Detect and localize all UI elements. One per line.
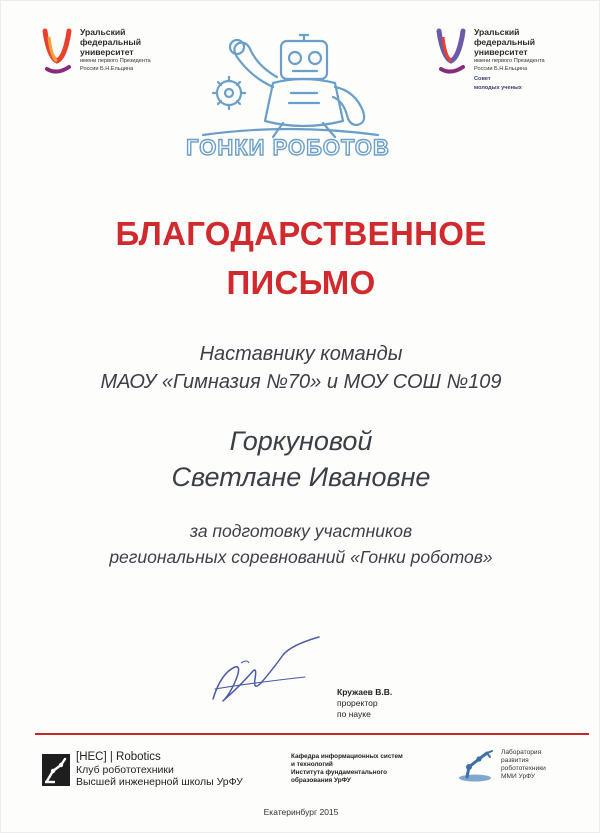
urfu-name-line: федеральный <box>80 37 142 47</box>
lab-line: робототехники <box>501 765 546 772</box>
reason-block <box>1 518 600 570</box>
urfu-u-icon <box>39 27 75 77</box>
hec-title: [HEC] | Robotics <box>76 751 161 763</box>
recipient-line: МАОУ «Гимназия №70» и МОУ СОШ №109 <box>100 371 502 393</box>
signer-name: Кружаев В.В. <box>337 687 393 697</box>
robot-race-logo-icon <box>173 31 403 161</box>
urfu-logo-right <box>433 27 545 92</box>
awardee-name <box>1 423 600 495</box>
letter-title <box>1 209 600 307</box>
urfu-sub-line: России Б.Н.Ельцина <box>80 65 134 72</box>
urfu-sub-line: имени первого Президента <box>474 58 545 64</box>
department-line: образования УрФУ <box>291 777 351 784</box>
handwritten-signature-icon <box>201 633 331 713</box>
lab-line: развития <box>501 757 529 764</box>
urfu-sub-line: России Б.Н.Ельцина <box>474 65 528 72</box>
department-line: Института фундаментального <box>291 769 388 776</box>
hec-robotics-logo <box>41 751 243 789</box>
hec-line: Клуб робототехники <box>76 763 174 776</box>
young-scientists-line: Совет <box>474 75 491 82</box>
department-line: Кафедра информационных систем <box>291 753 403 760</box>
lab-line: ММИ УрФУ <box>501 773 536 780</box>
title-line: БЛАГОДАРСТВЕННОЕ <box>115 215 487 252</box>
urfu-name-line: университет <box>80 47 134 57</box>
urfu-name-line: федеральный <box>474 37 536 47</box>
signer-position: по науке <box>337 709 371 719</box>
name-line: Светлане Ивановне <box>171 462 431 492</box>
lab-line: Лаборатория <box>501 749 542 756</box>
young-scientists-line: молодых ученых <box>474 85 522 92</box>
title-line: ПИСЬМО <box>226 264 376 301</box>
footer-divider <box>35 733 589 735</box>
urfu-name-line: университет <box>474 47 528 57</box>
robotics-lab-logo <box>453 747 546 783</box>
reason-line: региональных соревнований «Гонки роботов» <box>109 547 493 567</box>
reason-line: за подготовку участников <box>189 521 413 541</box>
urfu-name-line: Уральский <box>80 27 126 37</box>
department-block <box>291 753 403 785</box>
hec-robot-arm-icon <box>41 753 71 787</box>
recipient-block <box>1 340 600 396</box>
signer-position: проректор <box>337 698 378 708</box>
robot-race-wordmark: ГОНКИ РОБОТОВ <box>186 135 390 160</box>
recipient-line: Наставнику команды <box>199 343 403 365</box>
urfu-u-icon <box>433 27 469 77</box>
urfu-name-line: Уральский <box>474 27 520 37</box>
signer-block <box>337 687 392 720</box>
department-line: и технологий <box>291 761 333 768</box>
hec-line: Высшей инженерной школы УрФУ <box>76 776 243 788</box>
name-line: Горкуновой <box>229 426 373 456</box>
urfu-logo-left <box>39 27 151 77</box>
urfu-sub-line: имени первого Президента <box>80 58 151 64</box>
robot-arm-icon <box>453 747 497 783</box>
city-year: Екатеринбург 2015 <box>263 807 339 817</box>
